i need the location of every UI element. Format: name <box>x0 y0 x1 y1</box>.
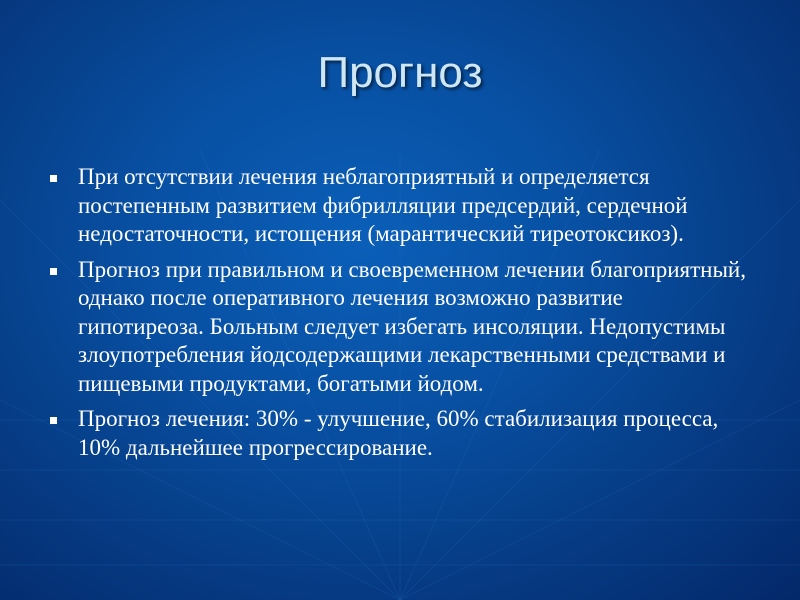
bullet-item <box>46 163 746 249</box>
bullet-text: Прогноз при правильном и своевременном лечении благоприятный, однако после оперативного лечения возможно развитие гипотиреоза. Больным следует избегать инсоляции. Недопустимы злоупотребления йодсодержащими лекарственными средствами и пищевыми продуктами, богатыми йодом. <box>78 256 746 396</box>
square-bullet-icon <box>50 417 57 424</box>
square-bullet-icon <box>50 175 57 182</box>
bullet-text: При отсутствии лечения неблагоприятный и определяется постепенным развитием фибрилляции предсердий, сердечной недостаточности, истощения (марантический тиреотоксикоз). <box>78 164 688 246</box>
bullet-list <box>46 163 746 469</box>
bullet-text: Прогноз лечения: 30% - улучшение, 60% стабилизация процесса, 10% дальнейшее прогрессирование. <box>78 406 719 460</box>
bullet-item <box>46 405 746 462</box>
bullet-item <box>46 256 746 399</box>
slide-title: Прогноз <box>317 48 483 97</box>
square-bullet-icon <box>50 268 57 275</box>
